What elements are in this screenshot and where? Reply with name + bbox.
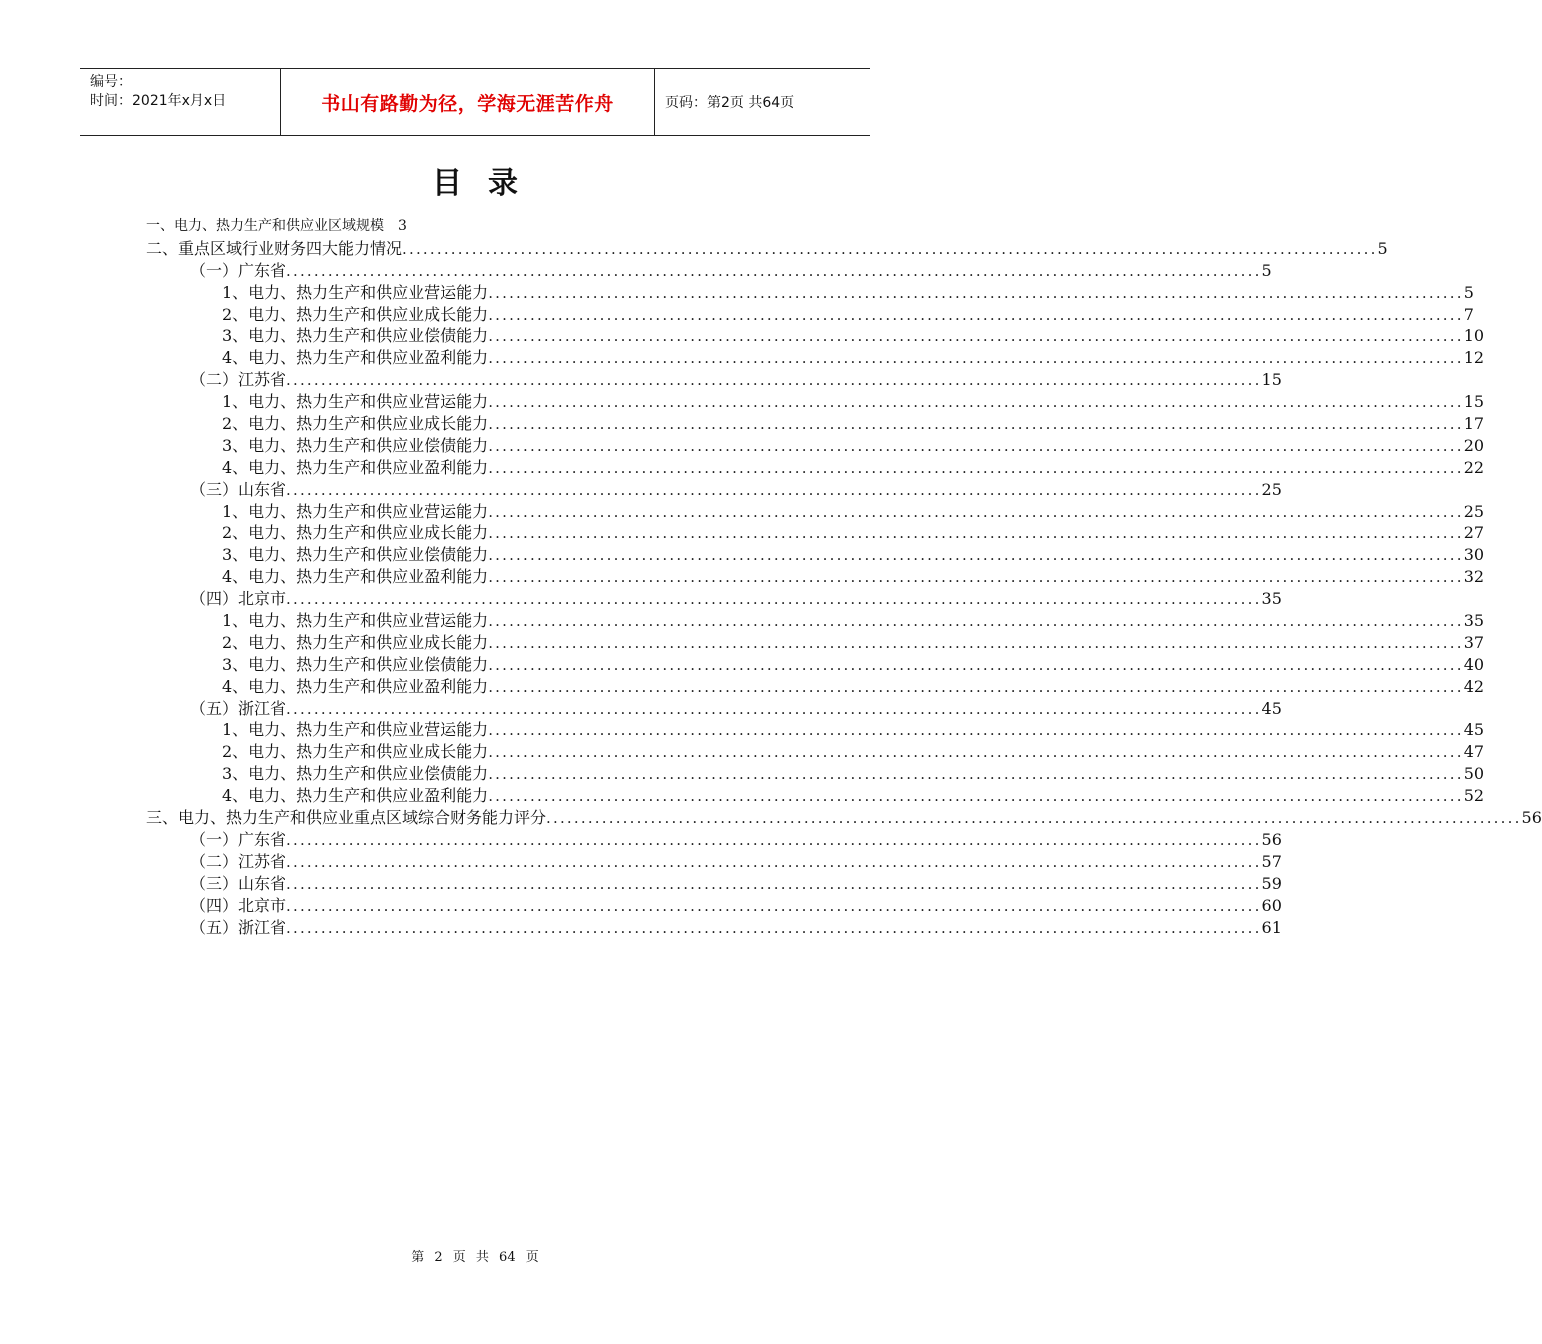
header-page-info: 页码：第2页 共64页	[665, 95, 795, 111]
toc-entry[interactable]	[146, 522, 1485, 544]
document-time-label: 时间：2021年x月x日	[90, 93, 227, 109]
toc-entry-page: 45	[1463, 720, 1485, 740]
toc-entry-label: 2、电力、热力生产和供应业成长能力	[222, 414, 489, 434]
toc-leader-dots: ............................................................................................................................................	[488, 677, 1464, 696]
toc-entry-page: 61	[1261, 917, 1282, 937]
toc-entry[interactable]	[146, 654, 1485, 676]
toc-leader-dots: ............................................................................................................................................	[488, 612, 1464, 631]
toc-entry[interactable]	[146, 632, 1485, 654]
toc-entry[interactable]	[146, 719, 1485, 741]
toc-entry[interactable]	[146, 457, 1485, 479]
toc-entry[interactable]	[146, 829, 1282, 851]
toc-entry-page: 25	[1463, 501, 1485, 521]
toc-entry[interactable]	[146, 566, 1485, 588]
page-footer: 第 2 页 共 64 页	[411, 1250, 539, 1265]
toc-entry[interactable]	[146, 282, 1474, 304]
toc-entry-page: 40	[1463, 654, 1485, 674]
toc-entry[interactable]	[146, 785, 1485, 807]
toc-entry-page: 32	[1463, 567, 1485, 587]
toc-leader-dots: ............................................................................................................................................	[286, 371, 1262, 390]
toc-entry-label: 1、电力、热力生产和供应业营运能力	[222, 611, 489, 631]
toc-entry-page: 56	[1261, 829, 1282, 849]
toc-entry-label: （一）广东省	[190, 829, 287, 849]
toc-entry[interactable]	[146, 501, 1485, 523]
toc-entry-page: 12	[1463, 348, 1485, 368]
toc-entry-label: 1、电力、热力生产和供应业营运能力	[222, 720, 489, 740]
toc-entry[interactable]	[146, 369, 1282, 391]
toc-entry-label: （五）浙江省	[190, 698, 287, 718]
toc-entry-page: 60	[1261, 895, 1282, 915]
toc-leader-dots: ............................................................................................................................................	[488, 349, 1464, 368]
toc-entry-page: 35	[1261, 589, 1282, 609]
toc-entry-label: （四）北京市	[190, 589, 287, 609]
toc-entry-label: （五）浙江省	[190, 917, 287, 937]
toc-entry-label: 3、电力、热力生产和供应业偿债能力	[222, 545, 489, 565]
toc-leader-dots: ............................................................................................................................................	[488, 568, 1464, 587]
toc-entry-page: 17	[1463, 414, 1485, 434]
toc-entry-page: 7	[1463, 304, 1474, 324]
toc-entry[interactable]	[146, 544, 1485, 566]
toc-leader-dots: ............................................................................................................................................	[286, 480, 1262, 499]
toc-leader-dots: ............................................................................................................................................	[286, 699, 1262, 718]
toc-entry-label: （二）江苏省	[190, 370, 287, 390]
toc-leader-dots: ............................................................................................................................................	[286, 918, 1262, 937]
toc-entry-page: 37	[1463, 632, 1485, 652]
toc-entry[interactable]	[146, 698, 1282, 720]
toc-entry-page: 50	[1463, 764, 1485, 784]
toc-entry-page: 45	[1261, 698, 1282, 718]
toc-entry[interactable]	[146, 873, 1282, 895]
toc-entry[interactable]	[146, 479, 1282, 501]
toc-entry-page: 27	[1463, 523, 1485, 543]
toc-entry-label: 4、电力、热力生产和供应业盈利能力	[222, 567, 489, 587]
toc-entry-label: 4、电力、热力生产和供应业盈利能力	[222, 457, 489, 477]
toc-entry-label: （三）山东省	[190, 479, 287, 499]
toc-entry-label: 2、电力、热力生产和供应业成长能力	[222, 304, 489, 324]
toc-entry[interactable]	[146, 807, 1542, 829]
toc-leader-dots: ............................................................................................................................................	[488, 458, 1464, 477]
toc-entry[interactable]	[146, 304, 1474, 326]
toc-entry-page: 15	[1261, 370, 1282, 390]
toc-leader-dots: ............................................................................................................................................	[488, 305, 1464, 324]
toc-entry-label: 2、电力、热力生产和供应业成长能力	[222, 742, 489, 762]
toc-entry-page: 52	[1463, 786, 1485, 806]
toc-entry-page: 10	[1463, 326, 1485, 346]
toc-entry-page: 22	[1463, 457, 1485, 477]
toc-entry[interactable]	[146, 917, 1282, 939]
toc-leader-dots: ............................................................................................................................................	[286, 590, 1262, 609]
toc-entry[interactable]	[146, 216, 806, 238]
toc-entry[interactable]	[146, 325, 1485, 347]
toc-leader-dots: ............................................................................................................................................	[402, 239, 1378, 258]
toc-entry-page: 5	[1377, 238, 1388, 258]
toc-leader-dots: ............................................................................................................................................	[488, 546, 1464, 565]
toc-entry[interactable]	[146, 260, 1272, 282]
toc-leader-dots: ............................................................................................................................................	[286, 852, 1262, 871]
toc-entry[interactable]	[146, 435, 1485, 457]
toc-leader-dots: ............................................................................................................................................	[488, 743, 1464, 762]
toc-entry-page: 42	[1463, 676, 1485, 696]
toc-leader-dots: ............................................................................................................................................	[488, 655, 1464, 674]
toc-entry[interactable]	[146, 413, 1485, 435]
toc-leader-dots: ............................................................................................................................................	[488, 393, 1464, 412]
toc-leader-dots: ............................................................................................................................................	[488, 765, 1464, 784]
toc-entry-label: 3、电力、热力生产和供应业偿债能力	[222, 435, 489, 455]
toc-entry-page: 20	[1463, 435, 1485, 455]
toc-entry-label: 3、电力、热力生产和供应业偿债能力	[222, 654, 489, 674]
toc-entry-label: 4、电力、热力生产和供应业盈利能力	[222, 786, 489, 806]
toc-entry-label: 二、重点区域行业财务四大能力情况	[146, 238, 403, 258]
page-title: 目录	[432, 166, 544, 201]
toc-entry-label: 2、电力、热力生产和供应业成长能力	[222, 523, 489, 543]
toc-entry-label: （四）北京市	[190, 895, 287, 915]
toc-entry-page: 5	[1463, 282, 1474, 302]
toc-entry-page: 5	[1261, 260, 1272, 280]
toc-leader-dots: ............................................................................................................................................	[488, 283, 1464, 302]
toc-entry-label: （一）广东省	[190, 260, 287, 280]
toc-entry-label: 4、电力、热力生产和供应业盈利能力	[222, 348, 489, 368]
toc-entry[interactable]	[146, 676, 1485, 698]
toc-entry[interactable]	[146, 391, 1485, 413]
toc-entry[interactable]	[146, 851, 1282, 873]
table-of-contents	[146, 216, 1542, 938]
toc-entry[interactable]	[146, 741, 1485, 763]
toc-leader-dots: ............................................................................................................................................	[488, 633, 1464, 652]
toc-entry-page: 35	[1463, 611, 1485, 631]
toc-leader-dots: ............................................................................................................................................	[488, 524, 1464, 543]
toc-leader-dots: ............................................................................................................................................	[546, 809, 1522, 828]
toc-leader-dots: ............................................................................................................................................	[286, 830, 1262, 849]
header-meta	[80, 69, 281, 135]
toc-entry[interactable]	[146, 238, 1388, 260]
toc-entry-label: （三）山东省	[190, 873, 287, 893]
toc-entry-label: （二）江苏省	[190, 851, 287, 871]
toc-entry-label: 2、电力、热力生产和供应业成长能力	[222, 632, 489, 652]
toc-entry-label: 一、电力、热力生产和供应业区域规模	[146, 218, 384, 234]
toc-leader-dots: ............................................................................................................................................	[488, 787, 1464, 806]
toc-leader-dots: ............................................................................................................................................	[286, 896, 1262, 915]
toc-entry-label: 3、电力、热力生产和供应业偿债能力	[222, 764, 489, 784]
toc-leader-dots: ............................................................................................................................................	[488, 327, 1464, 346]
page-header	[80, 68, 870, 136]
toc-entry-page: 15	[1463, 392, 1485, 412]
toc-entry-label: 1、电力、热力生产和供应业营运能力	[222, 501, 489, 521]
toc-entry-label: 三、电力、热力生产和供应业重点区域综合财务能力评分	[146, 808, 547, 828]
toc-entry-page: 25	[1261, 479, 1282, 499]
toc-leader-dots: ............................................................................................................................................	[286, 874, 1262, 893]
toc-entry-page: 57	[1261, 851, 1282, 871]
toc-entry[interactable]	[146, 347, 1485, 369]
toc-leader-dots: ............................................................................................................................................	[488, 721, 1464, 740]
toc-leader-dots: ............................................................................................................................................	[488, 436, 1464, 455]
toc-entry-label: 3、电力、热力生产和供应业偿债能力	[222, 326, 489, 346]
toc-entry-page: 59	[1261, 873, 1282, 893]
toc-entry[interactable]	[146, 588, 1282, 610]
toc-entry-page: 30	[1463, 545, 1485, 565]
toc-entry-page: 47	[1463, 742, 1485, 762]
toc-entry[interactable]	[146, 610, 1485, 632]
toc-entry-label: 4、电力、热力生产和供应业盈利能力	[222, 676, 489, 696]
header-motto: 书山有路勤为径，学海无涯苦作舟	[281, 69, 655, 135]
toc-entry-page: 3	[398, 218, 407, 234]
toc-entry-label: 1、电力、热力生产和供应业营运能力	[222, 392, 489, 412]
toc-entry[interactable]	[146, 763, 1485, 785]
document-number-label: 编号：	[90, 74, 132, 90]
toc-leader-dots: ............................................................................................................................................	[286, 261, 1262, 280]
toc-entry-page: 56	[1521, 808, 1542, 828]
toc-leader-dots: ............................................................................................................................................	[488, 415, 1464, 434]
toc-leader-dots: ............................................................................................................................................	[488, 502, 1464, 521]
toc-entry[interactable]	[146, 895, 1282, 917]
toc-entry-label: 1、电力、热力生产和供应业营运能力	[222, 282, 489, 302]
